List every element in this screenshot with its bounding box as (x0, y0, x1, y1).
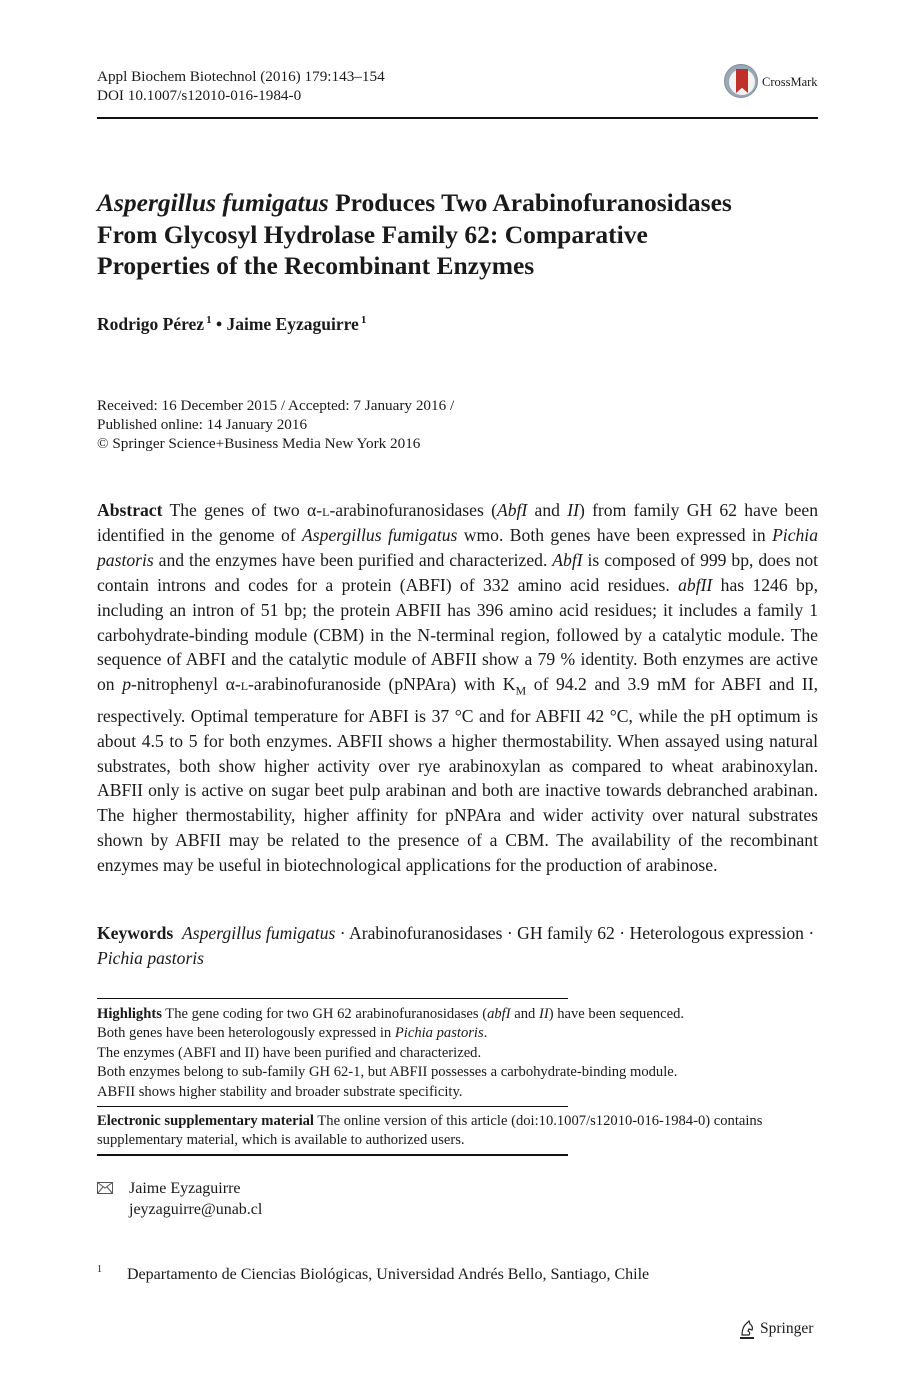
publisher-logo (738, 1319, 820, 1341)
author-list (97, 314, 366, 335)
keyword: Heterologous expression (629, 923, 804, 943)
keyword: Aspergillus fumigatus (182, 923, 336, 943)
abstract-label: Abstract (97, 500, 163, 520)
affiliation (97, 1264, 797, 1286)
journal-header (97, 67, 385, 105)
keyword: Arabinofuranosidases (349, 923, 503, 943)
supplementary-material-note: Electronic supplementary material The online version of this article (doi:10.1007/s12010-016-1984-0) contains supplementary material, which is available to authorized users. (97, 1113, 763, 1149)
highlights: Highlights The gene coding for two GH 62 arabinofuranosidases (abfI and II) have been sequenced. Both genes have been heterologously expressed in Pichia pastoris. The enzymes (ABFI and II) have been purified and characterized. Both enzymes belong to sub-family GH 62-1, but ABFII possesses a carbohydrate-binding module. ABFII shows higher stability and broader substrate specificity. (97, 1006, 685, 1100)
crossmark-badge[interactable] (724, 64, 824, 102)
header-rule (97, 117, 818, 119)
paper-title: Aspergillus fumigatus Produces Two Arabinofuranosidases From Glycosyl Hydrolase Family 62: Comparative Properties of the Recombinant Enzymes (97, 188, 732, 280)
keywords-label: Keywords (97, 923, 174, 943)
affiliation-text: Departamento de Ciencias Biológicas, Universidad Andrés Bello, Santiago, Chile (127, 1266, 650, 1283)
journal-citation: Appl Biochem Biotechnol (2016) 179:143–154 (97, 68, 385, 85)
keywords: Keywords Aspergillus fumigatus · Arabinofuranosidases · GH family 62 · Heterologous expression · Pichia pastoris (97, 923, 815, 968)
highlights-rule (97, 998, 568, 999)
publisher-name: Springer (760, 1320, 814, 1337)
envelope-icon (97, 1182, 113, 1194)
contact-name: Jaime Eyzaguirre (129, 1180, 241, 1197)
copyright: © Springer Science+Business Media New York 2016 (97, 435, 421, 452)
author-separator: • (211, 314, 227, 334)
springer-horse-icon (738, 1320, 756, 1340)
title-species: Aspergillus fumigatus (97, 188, 329, 217)
esm-label: Electronic supplementary material (97, 1113, 314, 1129)
esm-top-rule (97, 1106, 568, 1107)
highlights-label: Highlights (97, 1006, 162, 1022)
author-name[interactable]: Rodrigo Pérez (97, 314, 205, 334)
keyword: GH family 62 (517, 923, 615, 943)
doi[interactable]: DOI 10.1007/s12010-016-1984-0 (97, 87, 302, 104)
received-accepted: Received: 16 December 2015 / Accepted: 7 January 2016 / (97, 397, 455, 414)
esm-bottom-rule (97, 1154, 568, 1156)
author-name[interactable]: Jaime Eyzaguirre (226, 314, 359, 334)
crossmark-icon (724, 64, 758, 98)
published-online: Published online: 14 January 2016 (97, 416, 308, 433)
keyword: Pichia pastoris (97, 948, 205, 968)
corresponding-author (97, 1178, 397, 1222)
publication-dates (97, 396, 454, 453)
crossmark-label: CrossMark (762, 75, 818, 89)
abstract: Abstract The genes of two α-l-arabinofuranosidases (AbfI and II) from family GH 62 have been identified in the genome of Aspergillus fumigatus wmo. Both genes have been expressed in Pichia pastoris and the enzymes have been purified and characterized. AbfI is composed of 999 bp, does not contain introns and codes for a protein (ABFI) of 332 amino acid residues. abfII has 1246 bp, including an intron of 51 bp; the protein ABFII has 396 amino acid residues; it includes a family 1 carbohydrate-binding module (CBM) in the N-terminal region, followed by a catalytic module. The sequence of ABFI and the catalytic module of ABFII show a 79 % identity. Both enzymes are active on p-nitrophenyl α-l-arabinofuranoside (pNPAra) with $K_M$ of 94.2 and 3.9 mM for ABFI and II, respectively. Optimal temperature for ABFI is 37 °C and for ABFII 42 °C, while the pH optimum is about 4.5 to 5 for both enzymes. ABFII shows a higher thermostability. When assayed using natural substrates, both show higher activity over rye arabinoxylan as compared to wheat arabinoxylan. ABFII only is active on sugar beet pulp arabinan and both are inactive towards debranched arabinan. The higher thermostability, higher affinity for pNPAra and wider activity over natural substrates shown by ABFII may be related to the presence of a CBM. The availability of the recombinant enzymes may be useful in biotechnological applications for the production of arabinose. (97, 500, 819, 876)
author-affiliation-mark: 1 (360, 314, 367, 326)
contact-email[interactable]: jeyzaguirre@unab.cl (129, 1201, 263, 1218)
affiliation-number: 1 (97, 1264, 102, 1275)
author-affiliation-mark: 1 (206, 314, 212, 326)
